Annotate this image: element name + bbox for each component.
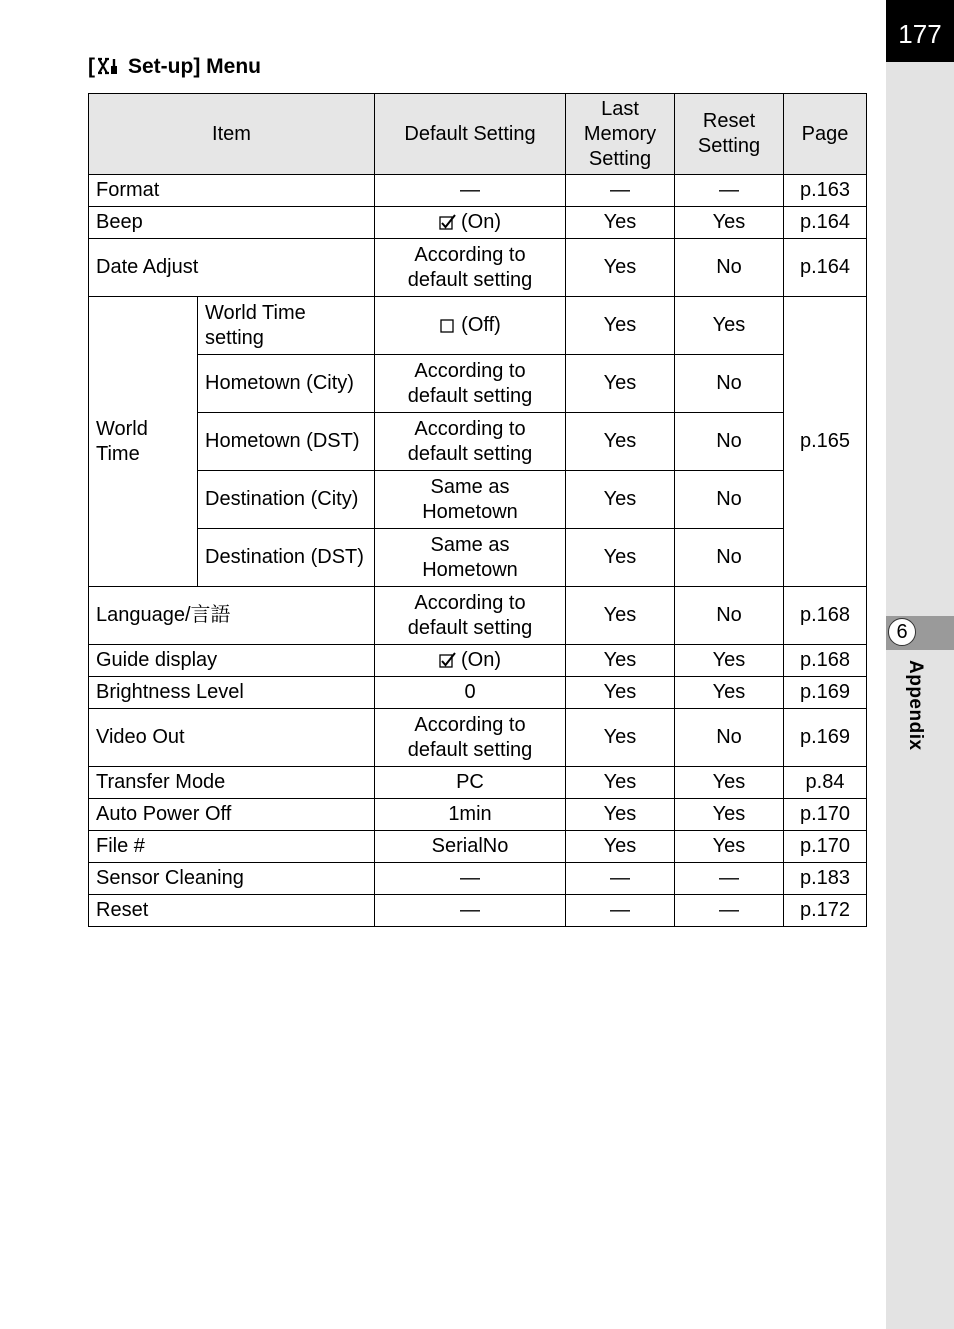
page-cell: p.183 bbox=[784, 863, 867, 895]
item-cell: Video Out bbox=[89, 709, 375, 767]
page-cell: p.164 bbox=[784, 207, 867, 239]
reset-cell: No bbox=[675, 239, 784, 297]
item-cell: Transfer Mode bbox=[89, 767, 375, 799]
default-cell: According to default setting bbox=[375, 709, 566, 767]
page-cell: p.163 bbox=[784, 175, 867, 207]
last-memory-cell: — bbox=[566, 863, 675, 895]
reset-cell: — bbox=[675, 895, 784, 927]
last-memory-cell: Yes bbox=[566, 355, 675, 413]
table-row bbox=[89, 207, 867, 239]
item-cell: Date Adjust bbox=[89, 239, 375, 297]
setup-menu-table bbox=[88, 93, 867, 927]
reset-cell: Yes bbox=[675, 799, 784, 831]
item-cell: Reset bbox=[89, 895, 375, 927]
subitem-cell: Hometown (DST) bbox=[198, 413, 375, 471]
page-cell: p.164 bbox=[784, 239, 867, 297]
header-page: Page bbox=[784, 94, 867, 175]
default-cell bbox=[375, 297, 566, 355]
default-cell: 0 bbox=[375, 677, 566, 709]
last-memory-cell: Yes bbox=[566, 239, 675, 297]
table-row bbox=[89, 799, 867, 831]
reset-cell: Yes bbox=[675, 297, 784, 355]
item-cell: Auto Power Off bbox=[89, 799, 375, 831]
table-row bbox=[89, 895, 867, 927]
reset-cell: No bbox=[675, 413, 784, 471]
item-cell: Guide display bbox=[89, 645, 375, 677]
reset-cell: No bbox=[675, 587, 784, 645]
table-row bbox=[89, 587, 867, 645]
reset-cell: — bbox=[675, 863, 784, 895]
last-memory-cell: Yes bbox=[566, 297, 675, 355]
subitem-cell: Destination (City) bbox=[198, 471, 375, 529]
reset-cell: Yes bbox=[675, 831, 784, 863]
page-cell: p.169 bbox=[784, 677, 867, 709]
page-cell: p.168 bbox=[784, 645, 867, 677]
last-memory-cell: Yes bbox=[566, 587, 675, 645]
default-cell: According to default setting bbox=[375, 355, 566, 413]
item-cell: Language/言語 bbox=[89, 587, 375, 645]
page-cell: p.172 bbox=[784, 895, 867, 927]
table-header bbox=[89, 94, 867, 175]
page-cell: p.170 bbox=[784, 831, 867, 863]
reset-cell: — bbox=[675, 175, 784, 207]
default-cell: According to default setting bbox=[375, 587, 566, 645]
page-cell: p.169 bbox=[784, 709, 867, 767]
last-memory-cell: Yes bbox=[566, 767, 675, 799]
header-last-memory: Last Memory Setting bbox=[566, 94, 675, 175]
default-cell: According to default setting bbox=[375, 413, 566, 471]
item-cell: Sensor Cleaning bbox=[89, 863, 375, 895]
table-row bbox=[89, 677, 867, 709]
reset-cell: No bbox=[675, 709, 784, 767]
header-item: Item bbox=[89, 94, 375, 175]
last-memory-cell: Yes bbox=[566, 677, 675, 709]
reset-cell: No bbox=[675, 529, 784, 587]
checkbox-checked-icon bbox=[439, 652, 457, 668]
default-cell: SerialNo bbox=[375, 831, 566, 863]
table-row bbox=[89, 239, 867, 297]
table-row bbox=[89, 709, 867, 767]
table-row bbox=[89, 355, 867, 413]
wrench-icon bbox=[96, 56, 122, 78]
reset-cell: Yes bbox=[675, 645, 784, 677]
last-memory-cell: — bbox=[566, 895, 675, 927]
table-row bbox=[89, 529, 867, 587]
default-cell: 1min bbox=[375, 799, 566, 831]
reset-cell: Yes bbox=[675, 767, 784, 799]
chapter-number: 6 bbox=[888, 618, 916, 646]
default-cell bbox=[375, 207, 566, 239]
default-cell bbox=[375, 645, 566, 677]
reset-cell: Yes bbox=[675, 677, 784, 709]
table-row bbox=[89, 471, 867, 529]
table-row bbox=[89, 767, 867, 799]
page-number: 177 bbox=[886, 0, 954, 62]
header-default: Default Setting bbox=[375, 94, 566, 175]
header-reset: Reset Setting bbox=[675, 94, 784, 175]
item-cell: Format bbox=[89, 175, 375, 207]
table-row bbox=[89, 175, 867, 207]
last-memory-cell: Yes bbox=[566, 645, 675, 677]
last-memory-cell: Yes bbox=[566, 529, 675, 587]
page-cell: p.168 bbox=[784, 587, 867, 645]
last-memory-cell: Yes bbox=[566, 709, 675, 767]
page-cell: p.84 bbox=[784, 767, 867, 799]
default-cell: PC bbox=[375, 767, 566, 799]
reset-cell: No bbox=[675, 471, 784, 529]
last-memory-cell: Yes bbox=[566, 207, 675, 239]
table-row bbox=[89, 645, 867, 677]
default-cell: According to default setting bbox=[375, 239, 566, 297]
last-memory-cell: Yes bbox=[566, 471, 675, 529]
default-value: (Off) bbox=[461, 314, 501, 336]
default-cell: Same as Hometown bbox=[375, 471, 566, 529]
default-value: (On) bbox=[461, 649, 501, 671]
title-bracket: [ bbox=[88, 55, 95, 78]
subitem-cell: Destination (DST) bbox=[198, 529, 375, 587]
default-cell: Same as Hometown bbox=[375, 529, 566, 587]
table-row bbox=[89, 863, 867, 895]
last-memory-cell: Yes bbox=[566, 799, 675, 831]
table-row bbox=[89, 831, 867, 863]
subitem-cell: World Time setting bbox=[198, 297, 375, 355]
page-cell: p.165 bbox=[784, 297, 867, 587]
item-cell: File # bbox=[89, 831, 375, 863]
checkbox-unchecked-icon bbox=[439, 317, 457, 333]
subitem-cell: Hometown (City) bbox=[198, 355, 375, 413]
page-cell: p.170 bbox=[784, 799, 867, 831]
reset-cell: Yes bbox=[675, 207, 784, 239]
reset-cell: No bbox=[675, 355, 784, 413]
item-cell: Brightness Level bbox=[89, 677, 375, 709]
item-cell: Beep bbox=[89, 207, 375, 239]
title-text: Set-up] Menu bbox=[128, 55, 261, 78]
default-cell: — bbox=[375, 863, 566, 895]
default-cell: — bbox=[375, 895, 566, 927]
table-row bbox=[89, 297, 867, 355]
last-memory-cell: Yes bbox=[566, 413, 675, 471]
default-cell: — bbox=[375, 175, 566, 207]
checkbox-checked-icon bbox=[439, 214, 457, 230]
item-cell-world-time: World Time bbox=[89, 297, 198, 587]
table-row bbox=[89, 413, 867, 471]
last-memory-cell: Yes bbox=[566, 831, 675, 863]
default-value: (On) bbox=[461, 211, 501, 233]
section-title bbox=[88, 55, 261, 79]
chapter-label: Appendix bbox=[905, 660, 926, 751]
last-memory-cell: — bbox=[566, 175, 675, 207]
